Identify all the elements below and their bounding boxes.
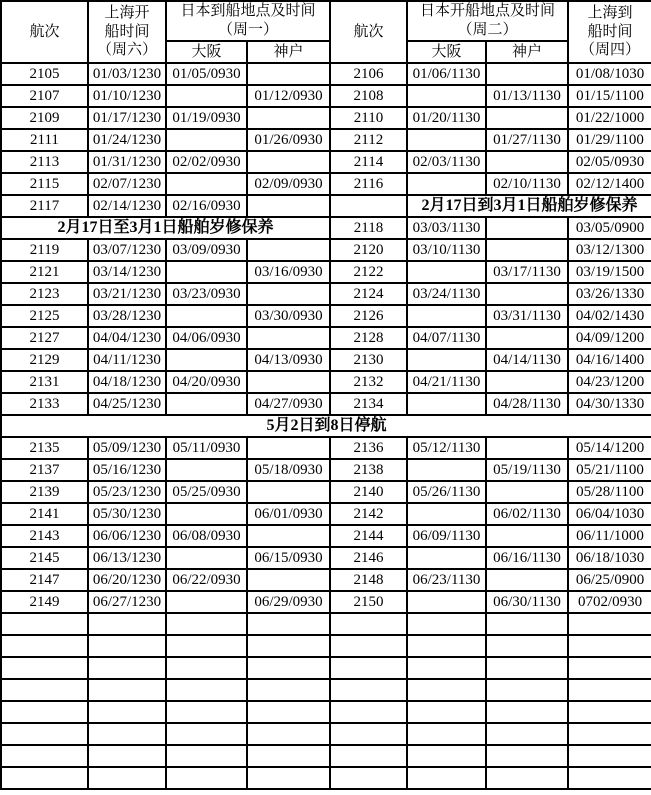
empty-cell [568,745,651,767]
time-cell [247,437,330,459]
voyage-cell: 2149 [1,591,88,613]
time-cell [166,503,247,525]
time-cell: 06/30/1130 [486,591,568,613]
empty-cell [568,613,651,635]
time-cell: 03/16/0930 [247,261,330,283]
empty-cell [88,701,166,723]
voyage-cell: 2105 [1,63,88,85]
time-cell [486,107,568,129]
time-cell: 05/11/0930 [166,437,247,459]
time-cell: 06/23/1130 [407,569,486,591]
time-cell: 03/07/1230 [88,239,166,261]
header-voyage-left: 航次 [1,1,88,63]
time-cell: 03/09/0930 [166,239,247,261]
empty-cell [1,613,88,635]
header-shanghai-arrive: 上海到 船时间 （周四） [568,1,651,63]
time-cell: 02/03/1130 [407,151,486,173]
voyage-cell: 2139 [1,481,88,503]
time-cell [166,85,247,107]
table-row [1,525,651,547]
table-header [1,1,651,63]
time-cell: 04/25/1230 [88,393,166,415]
time-cell: 04/06/0930 [166,327,247,349]
voyage-cell: 2116 [330,173,407,195]
time-cell: 06/01/0930 [247,503,330,525]
time-cell: 04/02/1430 [568,305,651,327]
time-cell: 01/10/1230 [88,85,166,107]
voyage-cell: 2140 [330,481,407,503]
time-cell [247,481,330,503]
voyage-cell: 2134 [330,393,407,415]
empty-cell [166,723,247,745]
table-row [1,415,651,437]
time-cell [247,239,330,261]
time-cell: 03/12/1300 [568,239,651,261]
time-cell: 01/24/1230 [88,129,166,151]
time-cell: 04/28/1130 [486,393,568,415]
header-osaka-left: 大阪 [166,41,247,63]
time-cell: 03/31/1130 [486,305,568,327]
empty-cell [1,723,88,745]
table-row [1,459,651,481]
table-row [1,613,651,635]
voyage-cell: 2112 [330,129,407,151]
time-cell: 05/16/1230 [88,459,166,481]
table-row [1,767,651,789]
voyage-cell: 2133 [1,393,88,415]
empty-cell [407,701,486,723]
time-cell [486,371,568,393]
empty-cell [407,723,486,745]
empty-cell [88,635,166,657]
voyage-cell: 2135 [1,437,88,459]
empty-cell [247,657,330,679]
time-cell: 03/30/0930 [247,305,330,327]
time-cell: 05/26/1130 [407,481,486,503]
header-kobe-left: 神户 [247,41,330,63]
empty-cell [247,723,330,745]
time-cell [486,239,568,261]
time-cell: 03/28/1230 [88,305,166,327]
time-cell: 02/12/1400 [568,173,651,195]
empty-cell [88,679,166,701]
time-cell: 05/19/1130 [486,459,568,481]
voyage-cell: 2120 [330,239,407,261]
voyage-cell: 2146 [330,547,407,569]
table-row [1,503,651,525]
time-cell: 03/19/1500 [568,261,651,283]
time-cell: 04/18/1230 [88,371,166,393]
voyage-cell: 2143 [1,525,88,547]
empty-cell [486,745,568,767]
time-cell: 05/12/1130 [407,437,486,459]
time-cell: 03/14/1230 [88,261,166,283]
voyage-cell: 2137 [1,459,88,481]
voyage-cell: 2106 [330,63,407,85]
time-cell [407,261,486,283]
empty-cell [568,657,651,679]
empty-cell [330,767,407,789]
time-cell: 04/21/1130 [407,371,486,393]
empty-cell [407,679,486,701]
table-row [1,217,651,239]
empty-cell [330,657,407,679]
time-cell: 04/04/1230 [88,327,166,349]
time-cell: 06/04/1030 [568,503,651,525]
table-row [1,239,651,261]
time-cell: 01/13/1130 [486,85,568,107]
table-row [1,371,651,393]
empty-cell [166,767,247,789]
time-cell: 03/24/1130 [407,283,486,305]
time-cell [407,547,486,569]
voyage-cell: 2150 [330,591,407,613]
time-cell: 03/21/1230 [88,283,166,305]
table-row [1,151,651,173]
time-cell: 06/22/0930 [166,569,247,591]
time-cell: 0702/0930 [568,591,651,613]
time-cell: 03/05/0900 [568,217,651,239]
time-cell [166,349,247,371]
time-cell: 01/05/0930 [166,63,247,85]
voyage-cell: 2109 [1,107,88,129]
time-cell [486,481,568,503]
time-cell: 05/25/0930 [166,481,247,503]
empty-cell [330,723,407,745]
empty-cell [407,767,486,789]
time-cell: 06/15/0930 [247,547,330,569]
time-cell: 01/08/1030 [568,63,651,85]
header-voyage-right: 航次 [330,1,407,63]
time-cell [486,327,568,349]
table-row [1,547,651,569]
time-cell: 03/23/0930 [166,283,247,305]
time-cell [486,217,568,239]
time-cell [166,305,247,327]
empty-cell [407,745,486,767]
table-row [1,327,651,349]
table-row [1,701,651,723]
empty-cell [247,767,330,789]
time-cell [247,63,330,85]
time-cell: 04/16/1400 [568,349,651,371]
empty-cell [568,767,651,789]
time-cell [407,129,486,151]
empty-cell [330,701,407,723]
time-cell [486,151,568,173]
time-cell [486,283,568,305]
time-cell: 05/28/1100 [568,481,651,503]
empty-cell [407,613,486,635]
time-cell: 04/11/1230 [88,349,166,371]
empty-cell [330,679,407,701]
time-cell [407,503,486,525]
time-cell [407,459,486,481]
time-cell: 01/29/1100 [568,129,651,151]
time-cell: 02/14/1230 [88,195,166,217]
empty-cell [166,635,247,657]
voyage-cell: 2136 [330,437,407,459]
time-cell: 03/26/1330 [568,283,651,305]
table-row [1,481,651,503]
voyage-cell: 2144 [330,525,407,547]
time-cell: 01/31/1230 [88,151,166,173]
empty-cell [166,613,247,635]
empty-cell [1,657,88,679]
table-row [1,195,651,217]
empty-cell [166,657,247,679]
voyage-cell: 2129 [1,349,88,371]
empty-cell [568,701,651,723]
empty-cell [486,679,568,701]
empty-cell [486,723,568,745]
header-japan-depart-group: 日本开船地点及时间 （周二） [407,1,568,41]
table-row [1,305,651,327]
empty-cell [88,745,166,767]
time-cell: 01/20/1130 [407,107,486,129]
empty-cell [486,635,568,657]
time-cell [407,349,486,371]
time-cell: 01/06/1130 [407,63,486,85]
time-cell: 01/17/1230 [88,107,166,129]
empty-cell [247,679,330,701]
time-cell [486,525,568,547]
time-cell: 06/18/1030 [568,547,651,569]
time-cell: 06/08/0930 [166,525,247,547]
time-cell [486,437,568,459]
empty-cell [486,701,568,723]
time-cell: 01/27/1130 [486,129,568,151]
voyage-cell: 2122 [330,261,407,283]
time-cell [247,283,330,305]
voyage-cell: 2127 [1,327,88,349]
voyage-cell: 2148 [330,569,407,591]
time-cell: 04/13/0930 [247,349,330,371]
time-cell: 03/10/1130 [407,239,486,261]
time-cell [247,151,330,173]
empty-cell [407,635,486,657]
empty-cell [407,657,486,679]
voyage-cell: 2119 [1,239,88,261]
time-cell [247,107,330,129]
empty-cell [88,723,166,745]
time-cell: 02/07/1230 [88,173,166,195]
header-osaka-right: 大阪 [407,41,486,63]
empty-cell [88,657,166,679]
table-row [1,591,651,613]
table-row [1,437,651,459]
time-cell: 03/03/1130 [407,217,486,239]
time-cell: 05/23/1230 [88,481,166,503]
empty-cell [247,613,330,635]
time-cell: 02/10/1130 [486,173,568,195]
empty-cell [1,701,88,723]
table-row [1,393,651,415]
voyage-cell: 2130 [330,349,407,371]
table-row [1,349,651,371]
time-cell: 04/14/1130 [486,349,568,371]
time-cell: 04/20/0930 [166,371,247,393]
table-row [1,723,651,745]
time-cell [166,261,247,283]
time-cell [247,195,330,217]
time-cell [486,569,568,591]
time-cell: 03/17/1130 [486,261,568,283]
time-cell: 01/19/0930 [166,107,247,129]
empty-cell [1,679,88,701]
time-cell [407,591,486,613]
time-cell: 06/27/1230 [88,591,166,613]
table-row [1,107,651,129]
voyage-cell: 2126 [330,305,407,327]
empty-cell [1,767,88,789]
time-cell: 05/14/1200 [568,437,651,459]
time-cell [166,591,247,613]
voyage-cell [330,195,407,217]
time-cell: 06/20/1230 [88,569,166,591]
empty-cell [1,635,88,657]
time-cell [407,305,486,327]
voyage-cell: 2107 [1,85,88,107]
empty-cell [247,701,330,723]
table-row [1,679,651,701]
time-cell: 02/02/0930 [166,151,247,173]
empty-cell [486,767,568,789]
maintenance-note-right: 2月17日到3月1日船舶岁修保养 [407,195,651,217]
empty-cell [166,701,247,723]
time-cell: 06/02/1130 [486,503,568,525]
time-cell: 01/15/1100 [568,85,651,107]
time-cell: 04/27/0930 [247,393,330,415]
voyage-cell: 2115 [1,173,88,195]
empty-cell [486,657,568,679]
time-cell: 06/13/1230 [88,547,166,569]
empty-cell [486,613,568,635]
time-cell [166,393,247,415]
time-cell: 01/12/0930 [247,85,330,107]
time-cell [247,371,330,393]
voyage-cell: 2114 [330,151,407,173]
table-row [1,569,651,591]
time-cell: 06/11/1000 [568,525,651,547]
voyage-cell: 2141 [1,503,88,525]
time-cell: 06/16/1130 [486,547,568,569]
voyage-cell: 2145 [1,547,88,569]
time-cell [407,173,486,195]
time-cell: 02/16/0930 [166,195,247,217]
empty-cell [88,613,166,635]
time-cell: 05/21/1100 [568,459,651,481]
table-row [1,173,651,195]
voyage-cell: 2125 [1,305,88,327]
time-cell [166,173,247,195]
voyage-cell: 2110 [330,107,407,129]
table-row [1,635,651,657]
time-cell [166,129,247,151]
time-cell: 06/06/1230 [88,525,166,547]
empty-cell [247,745,330,767]
voyage-cell: 2124 [330,283,407,305]
voyage-cell: 2128 [330,327,407,349]
time-cell: 04/23/1200 [568,371,651,393]
time-cell [407,85,486,107]
empty-cell [166,679,247,701]
time-cell: 01/03/1230 [88,63,166,85]
time-cell: 04/09/1200 [568,327,651,349]
header-kobe-right: 神户 [486,41,568,63]
voyage-cell: 2108 [330,85,407,107]
time-cell: 05/30/1230 [88,503,166,525]
empty-cell [247,635,330,657]
header-japan-arrival-group: 日本到船地点及时间 （周一） [166,1,330,41]
empty-cell [330,635,407,657]
voyage-cell: 2113 [1,151,88,173]
voyage-cell: 2111 [1,129,88,151]
time-cell: 04/07/1130 [407,327,486,349]
voyage-cell: 2123 [1,283,88,305]
voyage-cell: 2138 [330,459,407,481]
empty-cell [330,745,407,767]
voyage-cell: 2132 [330,371,407,393]
voyage-cell: 2117 [1,195,88,217]
header-shanghai-depart: 上海开 船时间 （周六） [88,1,166,63]
time-cell [247,569,330,591]
time-cell: 02/05/0930 [568,151,651,173]
voyage-cell: 2131 [1,371,88,393]
time-cell [166,547,247,569]
time-cell [407,393,486,415]
voyage-cell: 2121 [1,261,88,283]
table-row [1,657,651,679]
maintenance-note-left: 2月17日至3月1日船舶岁修保养 [1,217,330,239]
time-cell: 06/29/0930 [247,591,330,613]
schedule-body [1,63,651,789]
time-cell: 04/30/1330 [568,393,651,415]
voyage-cell: 2118 [330,217,407,239]
voyage-cell: 2147 [1,569,88,591]
time-cell: 02/09/0930 [247,173,330,195]
empty-cell [568,635,651,657]
table-row [1,261,651,283]
suspension-note: 5月2日到8日停航 [1,415,651,437]
empty-cell [88,767,166,789]
time-cell: 01/22/1000 [568,107,651,129]
time-cell: 06/09/1130 [407,525,486,547]
empty-cell [166,745,247,767]
table-row [1,63,651,85]
table-row [1,283,651,305]
time-cell: 05/09/1230 [88,437,166,459]
empty-cell [568,723,651,745]
time-cell: 06/25/0900 [568,569,651,591]
empty-cell [568,679,651,701]
table-row [1,745,651,767]
time-cell [247,327,330,349]
time-cell [486,63,568,85]
empty-cell [1,745,88,767]
time-cell: 05/18/0930 [247,459,330,481]
table-row [1,85,651,107]
voyage-cell: 2142 [330,503,407,525]
time-cell [166,459,247,481]
table-row [1,129,651,151]
empty-cell [330,613,407,635]
time-cell: 01/26/0930 [247,129,330,151]
time-cell [247,525,330,547]
